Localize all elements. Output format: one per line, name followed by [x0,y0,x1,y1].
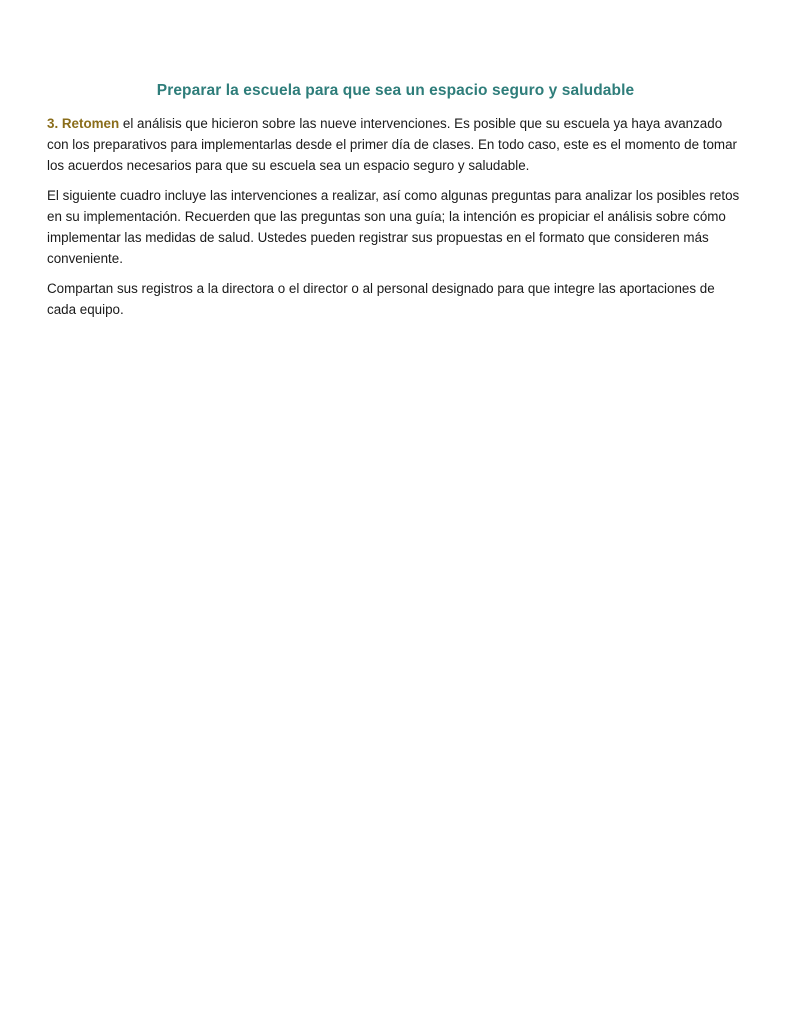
step-label: 3. Retomen [47,116,120,131]
paragraph-cuadro: El siguiente cuadro incluye las intervenciones a realizar, así como algunas preguntas para analizar los posibles retos en su implementación. Recuerden que las preguntas son una guía; la intención es propiciar el análisis sobre cómo implementar las medidas de salud. Ustedes pueden registrar sus propuestas en el formato que consideren más conveniente. [47,188,740,266]
page-title: Preparar la escuela para que sea un espacio seguro y saludable [156,82,635,99]
document-body [47,113,743,329]
paragraph-text: el análisis que hicieron sobre las nueve intervenciones. Es posible que su escuela ya haya avanzado con los preparativos para implementarlas desde el primer día de clases. En todo caso, este es el momento de tomar los acuerdos necesarios para que su escuela sea un espacio seguro y saludable. [47,116,737,173]
paragraph-retomen [47,113,743,176]
paragraph-compartan: Compartan sus registros a la directora o el director o al personal designado para que integre las aportaciones de cada equipo. [47,281,715,317]
